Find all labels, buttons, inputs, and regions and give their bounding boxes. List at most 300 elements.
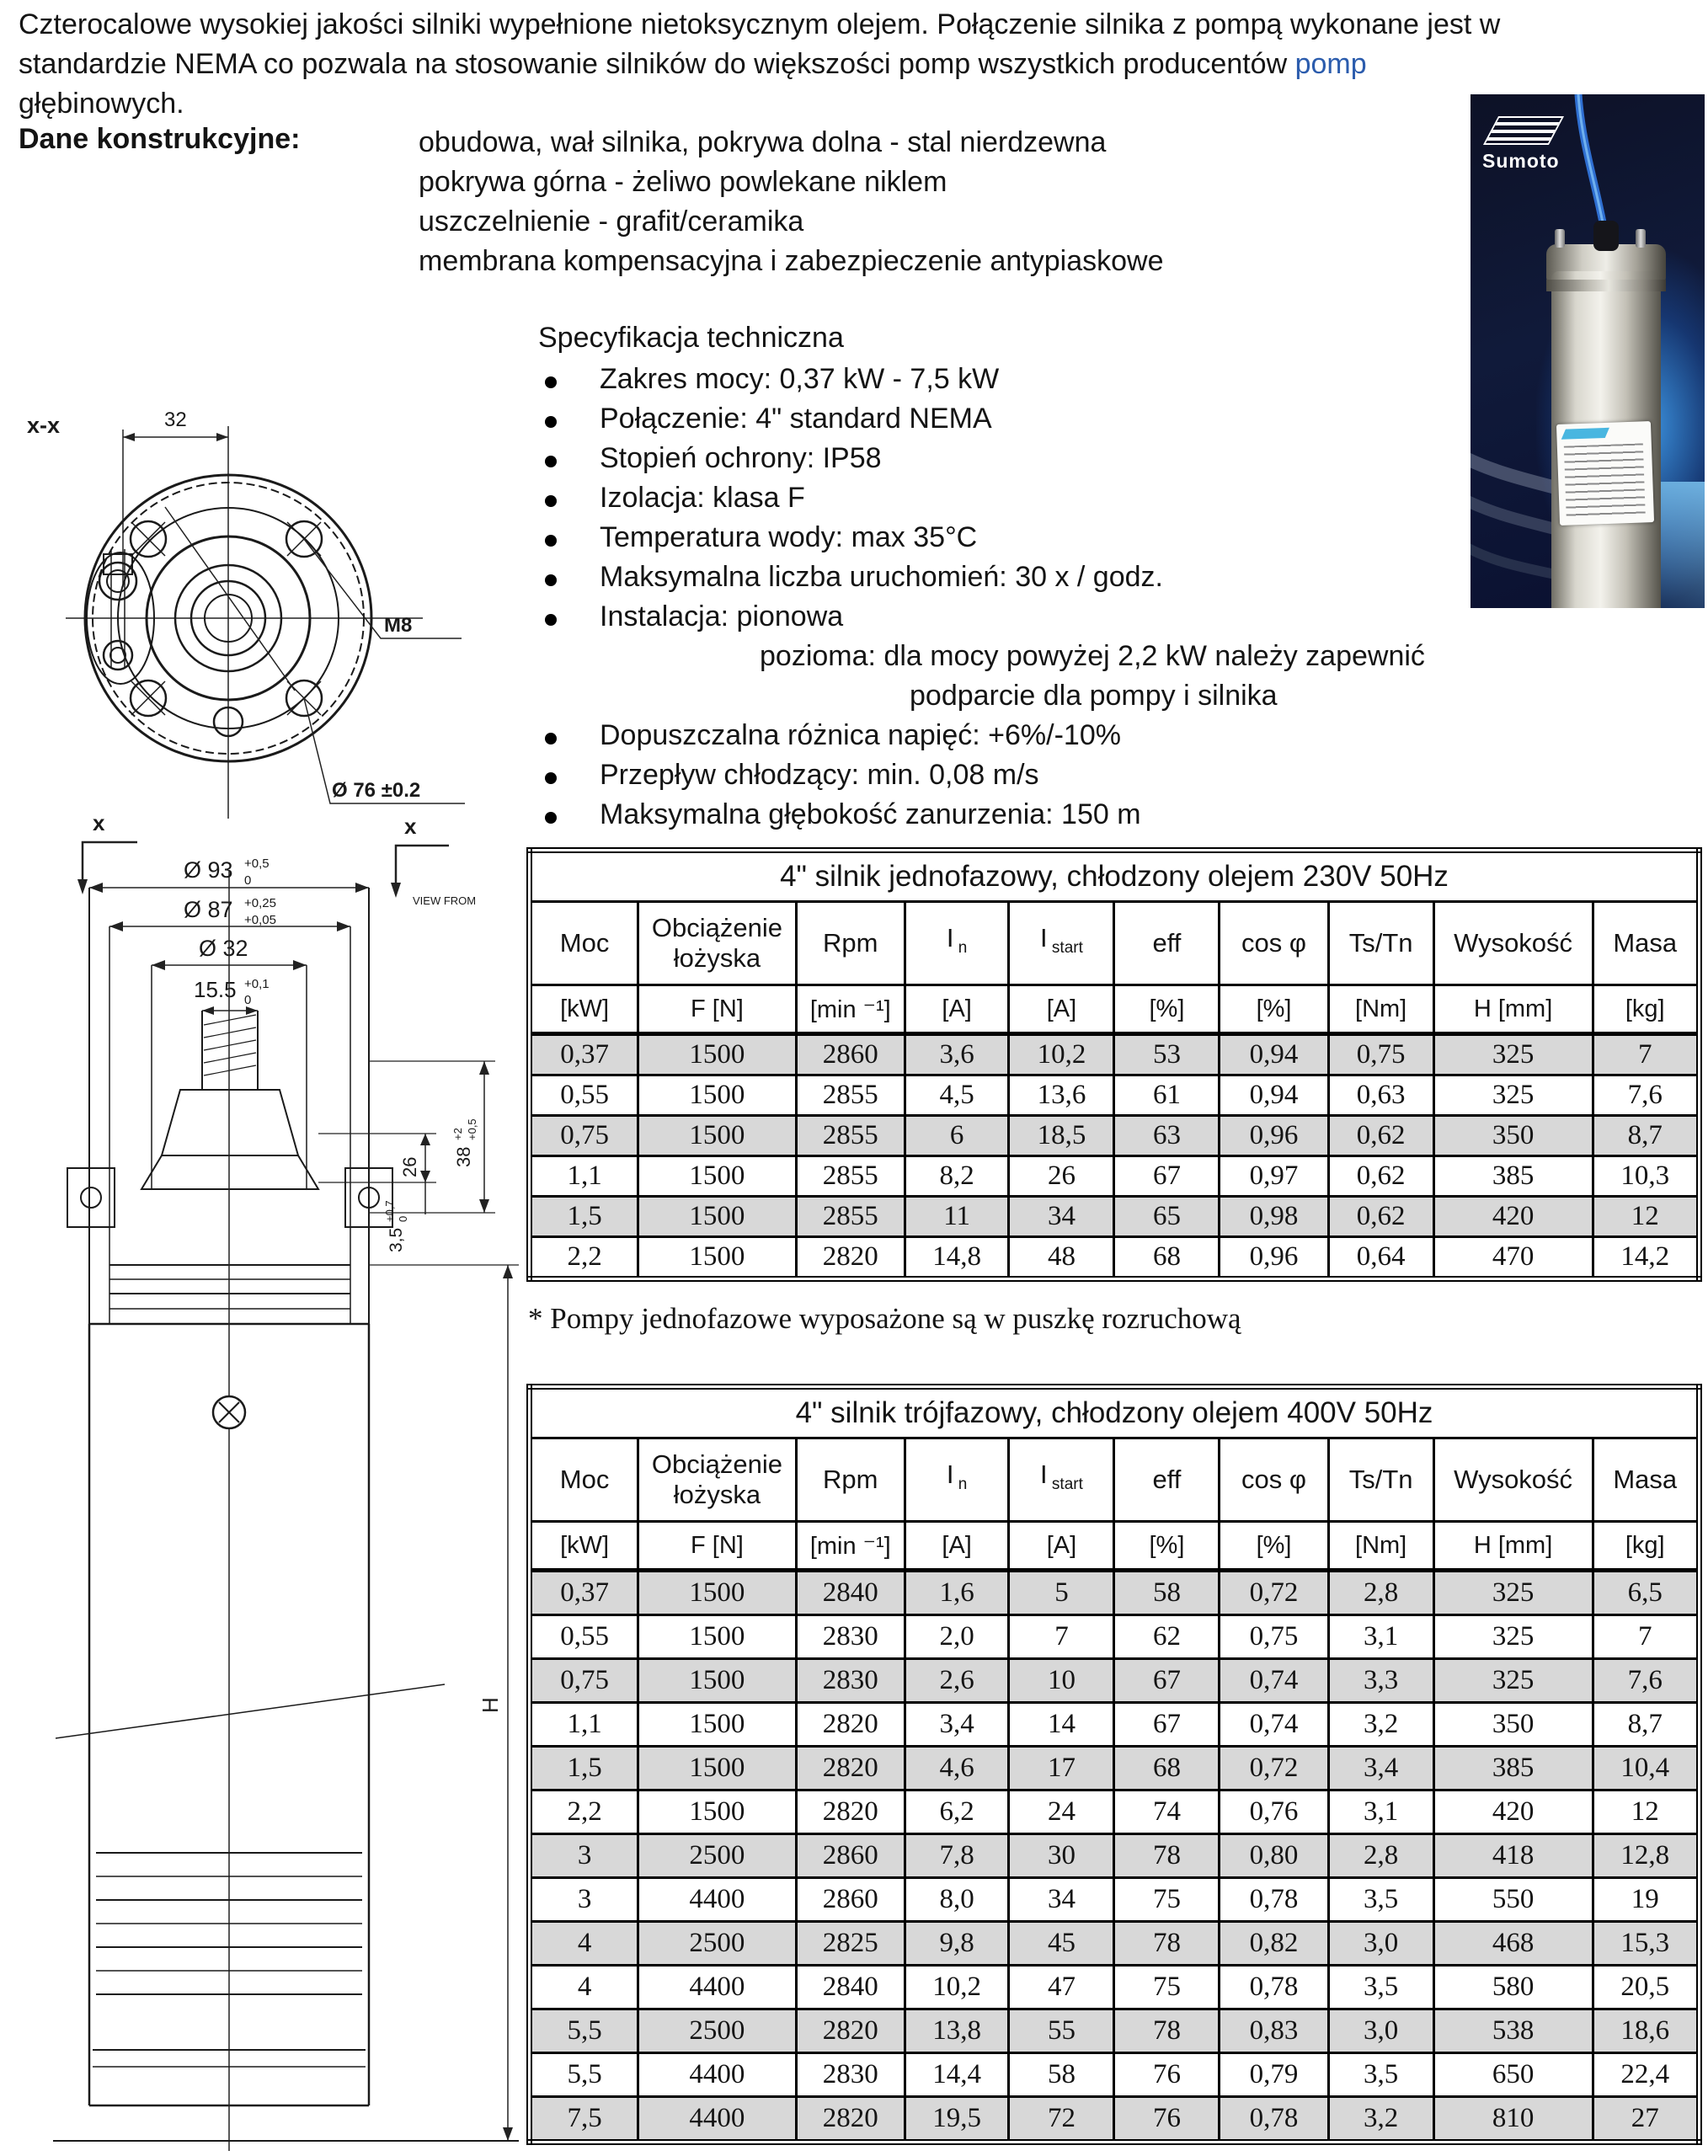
cell: 8,7	[1593, 1116, 1699, 1156]
column-header: cos φ	[1220, 902, 1328, 985]
cell: 14	[1009, 1703, 1114, 1747]
cell: 14,2	[1593, 1237, 1699, 1279]
intro-line-2	[19, 45, 1699, 84]
unit-cell: H [mm]	[1433, 1522, 1593, 1571]
motor-side-view-drawing	[15, 793, 542, 2156]
cell: 4	[530, 1966, 638, 2009]
cell: 325	[1433, 1571, 1593, 1615]
cell: 78	[1114, 2009, 1220, 2053]
spec-item	[536, 600, 1463, 640]
motor-stud	[1555, 229, 1565, 248]
column-header: I $_{start}$	[1009, 1438, 1114, 1522]
cell: 1500	[638, 1075, 797, 1116]
cell: 1,1	[530, 1703, 638, 1747]
cell: 27	[1593, 2097, 1699, 2143]
cell: 1,1	[530, 1156, 638, 1197]
table-row	[530, 1659, 1700, 1703]
cell: 2855	[796, 1156, 905, 1197]
spec-item-text: Maksymalna głębokość zanurzenia: 150 m	[600, 798, 1141, 830]
cell: 13,8	[905, 2009, 1009, 2053]
unit-cell: [A]	[1009, 1522, 1114, 1571]
cell: 0,79	[1220, 2053, 1328, 2097]
cell: 2820	[796, 1703, 905, 1747]
cell: 78	[1114, 1834, 1220, 1878]
cell: 48	[1009, 1237, 1114, 1279]
cell: 4400	[638, 2097, 797, 2143]
cell: 1500	[638, 1790, 797, 1834]
cell: 0,37	[530, 1034, 638, 1075]
intro-line-1: Czterocalowe wysokiej jakości silniki wypełnione nietoksycznym olejem. Połączenie silnika z pompą wykonane jest w	[19, 8, 1501, 40]
cell: 3,1	[1328, 1615, 1433, 1659]
cell: 3,6	[905, 1034, 1009, 1075]
cell: 3,1	[1328, 1790, 1433, 1834]
cell: 19	[1593, 1878, 1699, 1922]
cell: 2855	[796, 1075, 905, 1116]
cell: 5,5	[530, 2053, 638, 2097]
cell: 810	[1433, 2097, 1593, 2143]
spec-item	[536, 759, 1463, 798]
cell: 4,6	[905, 1747, 1009, 1790]
motor-plug	[1593, 221, 1619, 251]
bullet-icon	[545, 535, 557, 547]
cell: 6,2	[905, 1790, 1009, 1834]
cell: 24	[1009, 1790, 1114, 1834]
spec-item-text: Maksymalna liczba uruchomień: 30 x / godz.	[600, 561, 1163, 593]
table-row	[530, 1703, 1700, 1747]
dim-d93-sub: 0	[244, 873, 252, 888]
cell: 2,8	[1328, 1834, 1433, 1878]
cell: 0,75	[530, 1116, 638, 1156]
cell: 1,5	[530, 1197, 638, 1237]
cell: 8,7	[1593, 1703, 1699, 1747]
cell: 76	[1114, 2053, 1220, 2097]
cell: 11	[905, 1197, 1009, 1237]
dim-38: 38	[453, 1146, 474, 1167]
spec-item	[536, 442, 1463, 482]
unit-cell: [Nm]	[1328, 985, 1433, 1034]
spec-item	[536, 680, 1463, 719]
spec-item	[536, 561, 1463, 600]
cell: 10,2	[905, 1966, 1009, 2009]
spec-item-text: podparcie dla pompy i silnika	[910, 680, 1278, 712]
cell: 67	[1114, 1156, 1220, 1197]
construction-item: obudowa, wał silnika, pokrywa dolna - stal nierdzewna	[419, 126, 1107, 158]
cell: 5,5	[530, 2009, 638, 2053]
table-title: 4" silnik trójfazowy, chłodzony olejem 400V 50Hz	[530, 1387, 1700, 1438]
cell: 3,5	[1328, 2053, 1433, 2097]
dim-d32: Ø 32	[199, 936, 248, 961]
dim-d93: Ø 93	[184, 857, 233, 883]
view-note: VIEW FROM	[413, 894, 477, 907]
column-header: eff	[1114, 902, 1220, 985]
cell: 2820	[796, 2009, 905, 2053]
column-header: Masa	[1593, 902, 1699, 985]
cell: 34	[1009, 1197, 1114, 1237]
dim-d87: Ø 87	[184, 897, 233, 922]
dim-26: 26	[399, 1156, 420, 1177]
cell: 0,83	[1220, 2009, 1328, 2053]
cell: 0,63	[1328, 1075, 1433, 1116]
column-header: cos φ	[1220, 1438, 1328, 1522]
cell: 2,2	[530, 1237, 638, 1279]
unit-cell: [%]	[1114, 985, 1220, 1034]
nameplate-logo-icon	[1561, 428, 1609, 440]
spec-item	[536, 640, 1463, 680]
column-header: Obciążenie łożyska	[638, 1438, 797, 1522]
cell: 2500	[638, 1922, 797, 1966]
table-row	[530, 1034, 1700, 1075]
cell: 68	[1114, 1237, 1220, 1279]
unit-cell: [min ⁻¹]	[796, 1522, 905, 1571]
column-header: Wysokość	[1433, 1438, 1593, 1522]
cell: 1500	[638, 1659, 797, 1703]
cell: 2830	[796, 2053, 905, 2097]
dim-38-sub: +0,5	[466, 1118, 478, 1140]
cell: 63	[1114, 1116, 1220, 1156]
cell: 12,8	[1593, 1834, 1699, 1878]
dim-155-sup: +0,1	[244, 977, 270, 991]
cell: 7,6	[1593, 1659, 1699, 1703]
sumoto-flag-icon	[1483, 116, 1564, 145]
cell: 7,6	[1593, 1075, 1699, 1116]
unit-cell: F [N]	[638, 1522, 797, 1571]
bullet-icon	[545, 812, 557, 824]
unit-cell: [%]	[1220, 985, 1328, 1034]
bullet-icon	[545, 772, 557, 784]
column-header: Ts/Tn	[1328, 1438, 1433, 1522]
flange-dim-32: 32	[164, 408, 187, 431]
cell: 65	[1114, 1197, 1220, 1237]
spec-item-text: Dopuszczalna różnica napięć: +6%/-10%	[600, 719, 1121, 751]
unit-cell: [kg]	[1593, 1522, 1699, 1571]
cell: 3,0	[1328, 2009, 1433, 2053]
cell: 2500	[638, 2009, 797, 2053]
cell: 76	[1114, 2097, 1220, 2143]
dim-155: 15.5	[194, 977, 237, 1002]
spec-item-text: Zakres mocy: 0,37 kW - 7,5 kW	[600, 363, 1000, 395]
cell: 62	[1114, 1615, 1220, 1659]
bullet-icon	[545, 495, 557, 507]
cell: 4400	[638, 1878, 797, 1922]
cell: 2,2	[530, 1790, 638, 1834]
cell: 2855	[796, 1197, 905, 1237]
cell: 1500	[638, 1237, 797, 1279]
construction-item: membrana kompensacyjna i zabezpieczenie antypiaskowe	[419, 245, 1164, 277]
unit-cell: [Nm]	[1328, 1522, 1433, 1571]
cell: 17	[1009, 1747, 1114, 1790]
bullet-icon	[545, 456, 557, 467]
column-header: I $_{start}$	[1009, 902, 1114, 985]
bolt-circle-callout: Ø 76 ±0.2	[332, 779, 421, 802]
dim-d87-sup: +0,25	[244, 896, 276, 910]
cell: 67	[1114, 1659, 1220, 1703]
unit-cell: [min ⁻¹]	[796, 985, 905, 1034]
column-header: I $_n$	[905, 902, 1009, 985]
cell: 1500	[638, 1156, 797, 1197]
cell: 47	[1009, 1966, 1114, 2009]
table-row	[530, 1834, 1700, 1878]
cell: 1500	[638, 1034, 797, 1075]
spec-item	[536, 482, 1463, 521]
top-bracket	[67, 1090, 392, 1309]
spec-item	[536, 521, 1463, 561]
cell: 0,37	[530, 1571, 638, 1615]
dim-38-sup: +2	[451, 1128, 464, 1140]
column-header: I $_n$	[905, 1438, 1009, 1522]
dim-155-sub: 0	[244, 993, 252, 1007]
column-header: Wysokość	[1433, 902, 1593, 985]
unit-cell: F [N]	[638, 985, 797, 1034]
cell: 0,74	[1220, 1703, 1328, 1747]
cell: 4400	[638, 1966, 797, 2009]
cell: 1500	[638, 1197, 797, 1237]
bullet-icon	[545, 614, 557, 626]
cell: 0,75	[1220, 1615, 1328, 1659]
table-title: 4" silnik jednofazowy, chłodzony olejem 230V 50Hz	[530, 851, 1700, 902]
cell: 14,8	[905, 1237, 1009, 1279]
motor-stud	[1636, 229, 1646, 248]
bullet-icon	[545, 574, 557, 586]
spec-item	[536, 798, 1463, 838]
cell: 2825	[796, 1922, 905, 1966]
cell: 75	[1114, 1966, 1220, 2009]
cell: 10,4	[1593, 1747, 1699, 1790]
column-header: Masa	[1593, 1438, 1699, 1522]
cell: 26	[1009, 1156, 1114, 1197]
cell: 2840	[796, 1571, 905, 1615]
table-row	[530, 1197, 1700, 1237]
construction-item: uszczelnienie - grafit/ceramika	[419, 205, 804, 237]
brand-logo	[1482, 116, 1560, 173]
cell: 3,4	[1328, 1747, 1433, 1790]
cell: 45	[1009, 1922, 1114, 1966]
cell: 1500	[638, 1703, 797, 1747]
cell: 3,2	[1328, 2097, 1433, 2143]
cell: 0,97	[1220, 1156, 1328, 1197]
cell: 1500	[638, 1571, 797, 1615]
cell: 0,72	[1220, 1571, 1328, 1615]
spec-section	[536, 322, 1463, 838]
cell: 74	[1114, 1790, 1220, 1834]
table-row	[530, 2097, 1700, 2143]
spec-item-text: Temperatura wody: max 35°C	[600, 521, 978, 553]
cell: 3,5	[1328, 1966, 1433, 2009]
cell: 0,72	[1220, 1747, 1328, 1790]
cell: 8,0	[905, 1878, 1009, 1922]
cell: 0,75	[530, 1659, 638, 1703]
cell: 2860	[796, 1878, 905, 1922]
table-row	[530, 1237, 1700, 1279]
spec-item-text: Połączenie: 4" standard NEMA	[600, 403, 992, 435]
cell: 6,5	[1593, 1571, 1699, 1615]
nameplate-text-lines	[1564, 443, 1646, 516]
unit-cell: [%]	[1220, 1522, 1328, 1571]
flange-section-drawing	[17, 389, 476, 827]
cell: 0,55	[530, 1075, 638, 1116]
column-header: Ts/Tn	[1328, 902, 1433, 985]
cell: 325	[1433, 1615, 1593, 1659]
cell: 4400	[638, 2053, 797, 2097]
cell: 72	[1009, 2097, 1114, 2143]
cell: 7	[1593, 1615, 1699, 1659]
table-row	[530, 1747, 1700, 1790]
cell: 34	[1009, 1878, 1114, 1922]
cell: 538	[1433, 2009, 1593, 2053]
column-header: Moc	[530, 1438, 638, 1522]
cell: 550	[1433, 1878, 1593, 1922]
cell: 385	[1433, 1156, 1593, 1197]
cell: 68	[1114, 1747, 1220, 1790]
dim-35-sup: +0,7	[383, 1200, 396, 1222]
cell: 78	[1114, 1922, 1220, 1966]
cell: 10	[1009, 1659, 1114, 1703]
cell: 0,78	[1220, 2097, 1328, 2143]
cell: 350	[1433, 1703, 1593, 1747]
cell: 2820	[796, 2097, 905, 2143]
product-photo	[1470, 94, 1705, 608]
cell: 18,5	[1009, 1116, 1114, 1156]
spec-item	[536, 363, 1463, 403]
table-row	[530, 1075, 1700, 1116]
cell: 22,4	[1593, 2053, 1699, 2097]
spec-item	[536, 403, 1463, 442]
motor-nameplate	[1556, 421, 1654, 526]
spec-item-text: pozioma: dla mocy powyżej 2,2 kW należy zapewnić	[760, 640, 1425, 672]
cell: 0,96	[1220, 1237, 1328, 1279]
cell: 0,55	[530, 1615, 638, 1659]
cell: 468	[1433, 1922, 1593, 1966]
cell: 420	[1433, 1790, 1593, 1834]
dim-height-H: H	[478, 1697, 503, 1713]
unit-cell: H [mm]	[1433, 985, 1593, 1034]
cell: 0,62	[1328, 1116, 1433, 1156]
spec-list	[536, 363, 1463, 838]
cell: 7,5	[530, 2097, 638, 2143]
cell: 14,4	[905, 2053, 1009, 2097]
construction-item: pokrywa górna - żeliwo powlekane niklem	[419, 166, 947, 198]
cell: 0,78	[1220, 1966, 1328, 2009]
cell: 1500	[638, 1116, 797, 1156]
dim-35-sub: 0	[397, 1215, 409, 1222]
cell: 2820	[796, 1790, 905, 1834]
column-header: Rpm	[796, 902, 905, 985]
cell: 12	[1593, 1197, 1699, 1237]
cell: 7	[1009, 1615, 1114, 1659]
cell: 3,5	[1328, 1878, 1433, 1922]
cell: 418	[1433, 1834, 1593, 1878]
cell: 15,3	[1593, 1922, 1699, 1966]
cell: 2820	[796, 1747, 905, 1790]
intro-line-3: głębinowych.	[19, 88, 184, 120]
cell: 2855	[796, 1116, 905, 1156]
spec-item	[536, 719, 1463, 759]
bullet-icon	[545, 376, 557, 388]
thread-callout: M8	[384, 614, 413, 637]
cell: 53	[1114, 1034, 1220, 1075]
cell: 1,5	[530, 1747, 638, 1790]
cell: 19,5	[905, 2097, 1009, 2143]
cell: 0,62	[1328, 1156, 1433, 1197]
cell: 3,3	[1328, 1659, 1433, 1703]
column-header: Rpm	[796, 1438, 905, 1522]
unit-cell: [A]	[905, 985, 1009, 1034]
cell: 2860	[796, 1834, 905, 1878]
three-phase-motor-table	[526, 1384, 1702, 2145]
cell: 3,4	[905, 1703, 1009, 1747]
cell: 55	[1009, 2009, 1114, 2053]
cell: 0,74	[1220, 1659, 1328, 1703]
unit-cell: [A]	[1009, 985, 1114, 1034]
single-phase-table-wrap	[526, 847, 1702, 1282]
cell: 5	[1009, 1571, 1114, 1615]
cell: 0,94	[1220, 1075, 1328, 1116]
spec-item-text: Instalacja: pionowa	[600, 600, 844, 632]
table-row	[530, 1878, 1700, 1922]
cell: 8,2	[905, 1156, 1009, 1197]
dim-d93-sup: +0,5	[244, 857, 270, 871]
cell: 2,0	[905, 1615, 1009, 1659]
intro-line-2-text: standardzie NEMA co pozwala na stosowanie silników do większości pomp wszystkich producentów	[19, 48, 1295, 80]
cell: 650	[1433, 2053, 1593, 2097]
cell: 2500	[638, 1834, 797, 1878]
cell: 30	[1009, 1834, 1114, 1878]
spec-title: Specyfikacja techniczna	[538, 322, 844, 354]
table-row	[530, 1156, 1700, 1197]
unit-cell: [A]	[905, 1522, 1009, 1571]
cell: 2860	[796, 1034, 905, 1075]
cell: 2820	[796, 1237, 905, 1279]
cell: 325	[1433, 1075, 1593, 1116]
cell: 67	[1114, 1703, 1220, 1747]
unit-cell: [kg]	[1593, 985, 1699, 1034]
cell: 2840	[796, 1966, 905, 2009]
cell: 3,0	[1328, 1922, 1433, 1966]
column-header: eff	[1114, 1438, 1220, 1522]
intro-paragraph	[19, 5, 1699, 124]
cell: 0,76	[1220, 1790, 1328, 1834]
dim-d87-sub: +0,05	[244, 913, 276, 927]
table-row	[530, 1966, 1700, 2009]
table-row	[530, 1790, 1700, 1834]
motor-ring	[1546, 280, 1666, 291]
cell: 75	[1114, 1878, 1220, 1922]
table-row	[530, 1571, 1700, 1615]
footnote: * Pompy jednofazowe wyposażone są w puszkę rozruchową	[528, 1302, 1241, 1335]
cell: 0,96	[1220, 1116, 1328, 1156]
cell: 9,8	[905, 1922, 1009, 1966]
cell: 325	[1433, 1659, 1593, 1703]
cell: 58	[1114, 1571, 1220, 1615]
table-row	[530, 1922, 1700, 1966]
cell: 470	[1433, 1237, 1593, 1279]
cell: 1,6	[905, 1571, 1009, 1615]
cell: 2,8	[1328, 1571, 1433, 1615]
cell: 13,6	[1009, 1075, 1114, 1116]
intro-highlighted-word: pomp	[1294, 48, 1367, 80]
cell: 1500	[638, 1615, 797, 1659]
unit-cell: [%]	[1114, 1522, 1220, 1571]
brand-name: Sumoto	[1482, 150, 1560, 172]
cell: 2,6	[905, 1659, 1009, 1703]
break-line	[56, 1684, 445, 1738]
spec-item-text: Izolacja: klasa F	[600, 482, 805, 514]
section-label: x-x	[27, 413, 61, 438]
cell: 0,98	[1220, 1197, 1328, 1237]
cell: 0,62	[1328, 1197, 1433, 1237]
section-marker-right: x	[404, 814, 417, 839]
table-row	[530, 1615, 1700, 1659]
cell: 4	[530, 1922, 638, 1966]
